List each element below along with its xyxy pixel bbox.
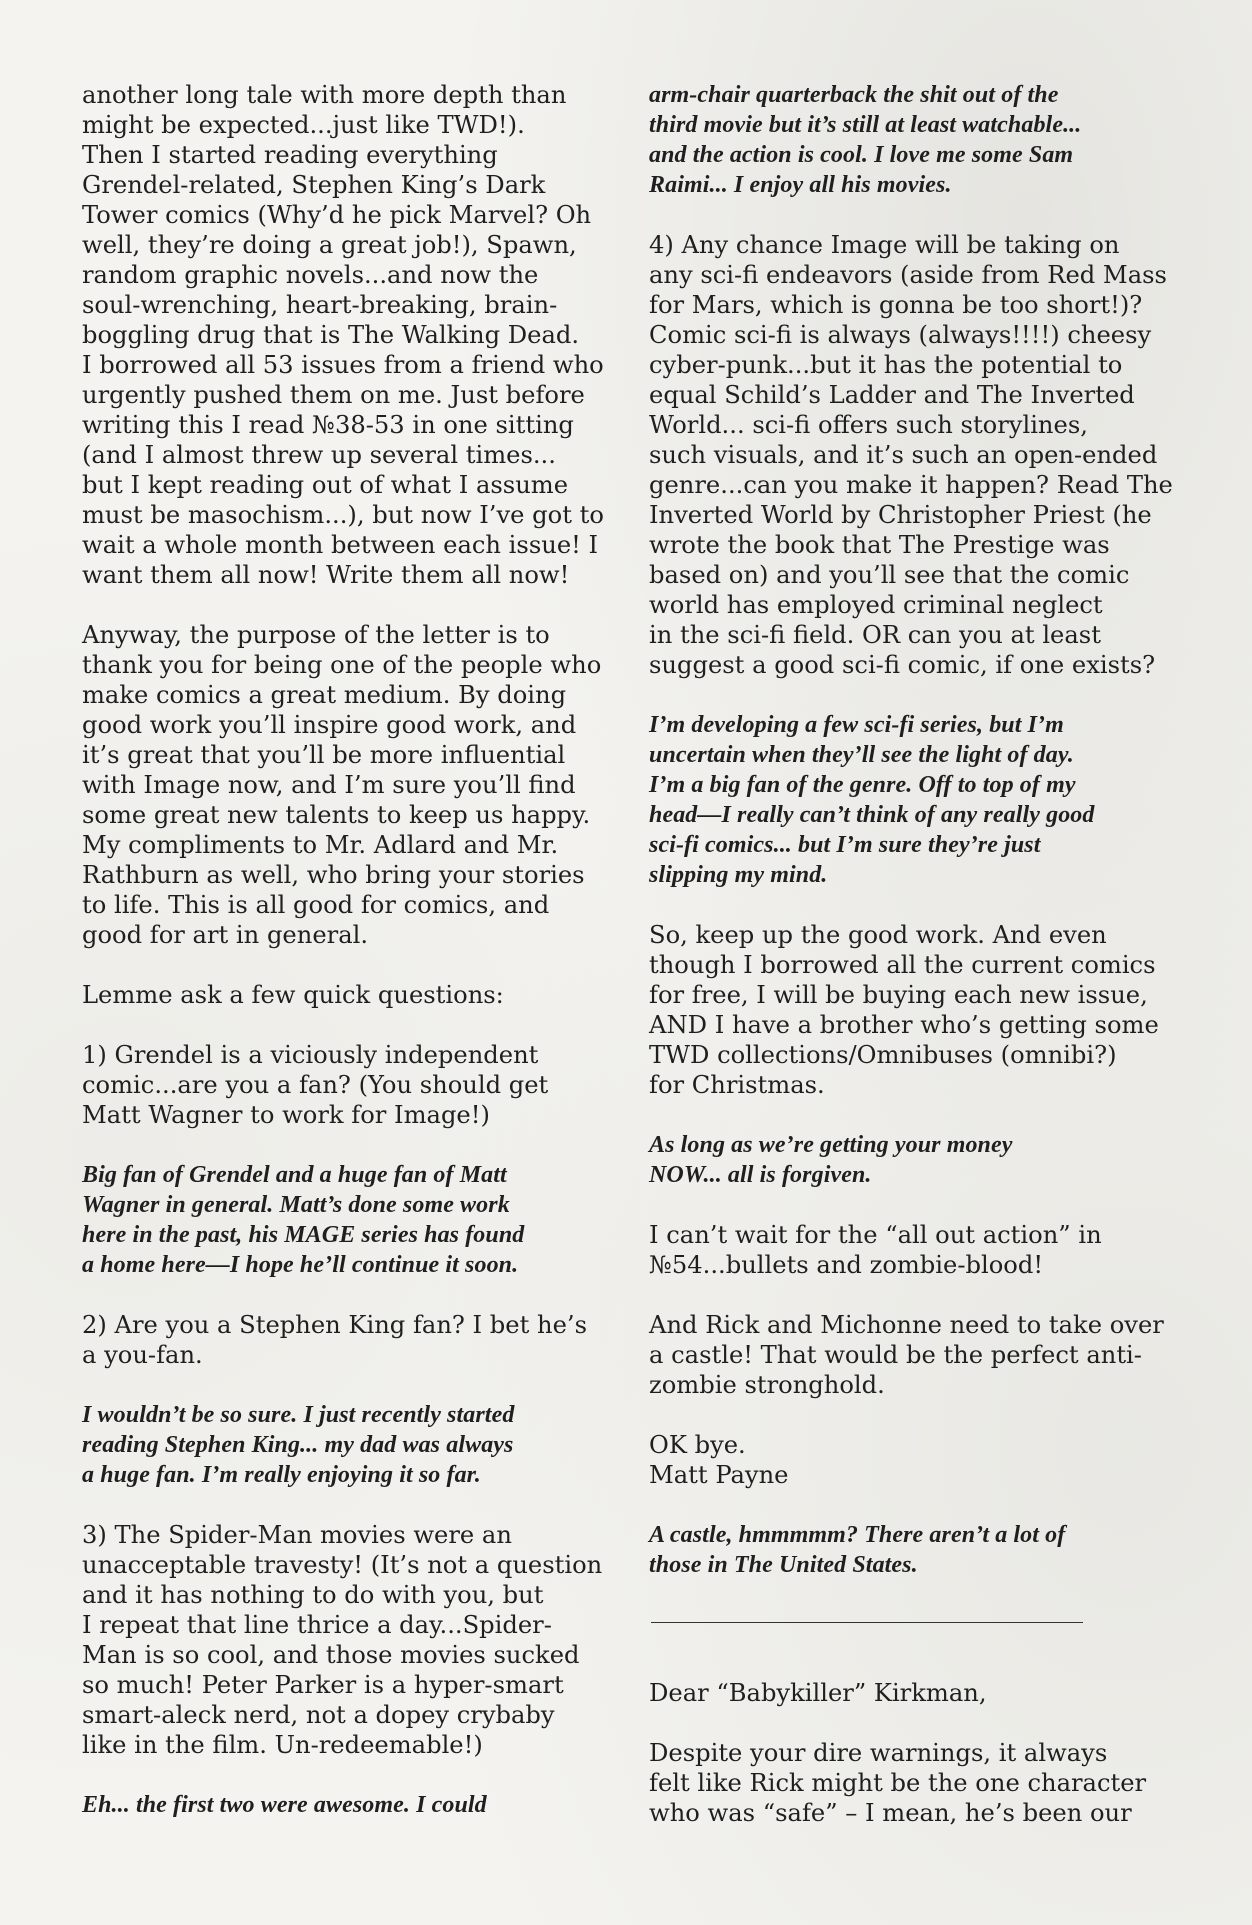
letter-question: 3) The Spider-Man movies were an unacceptable travesty! (It’s not a question and it has nothing to do with you, but I repeat that line thrice a day...Spider- Man is so cool, and those movies sucked so much! Peter Parker is a hyper-smart smart-aleck nerd, not a dopey crybaby like in the film. Un-redeemable!)	[82, 1521, 603, 1759]
letter-paragraph: Lemme ask a few quick questions:	[82, 981, 504, 1009]
right-column	[649, 80, 1194, 1828]
letter-question: 1) Grendel is a viciously independent comic...are you a fan? (You should get Matt Wagner to work for Image!)	[82, 1041, 549, 1129]
letter-question: 2) Are you a Stephen King fan? I bet he’s a you-fan.	[82, 1311, 587, 1369]
letter-paragraph: And Rick and Michonne need to take over a castle! That would be the perfect anti- zombie stronghold.	[649, 1311, 1164, 1399]
left-column	[82, 80, 627, 1820]
editor-reply: I’m developing a few sci-fi series, but I’m uncertain when they’ll see the light of day. I’m a big fan of the genre. Off to top of my head—I really can’t think of any really good sci-fi comics... but I’m sure they’re just slipping my mind.	[649, 712, 1095, 888]
letter-question: 4) Any chance Image will be taking on any sci-fi endeavors (aside from Red Mass for Mars, which is gonna be too short!)? Comic sci-fi is always (always!!!!) cheesy cyber-punk...but it has the potential to equal Schild’s Ladder and The Inverted World... sci-fi offers such storylines, such visuals, and it’s such an open-ended genre...can you make it happen? Read The Inverted World by Christopher Priest (he wrote the book that The Prestige was based on) and you’ll see that the comic world has employed criminal neglect in the sci-fi field. OR can you at least suggest a good sci-fi comic, if one exists?	[649, 231, 1173, 679]
editor-reply: Big fan of Grendel and a huge fan of Matt Wagner in general. Matt’s done some work here in the past, his MAGE series has found a home here—I hope he’ll continue it soon.	[82, 1162, 525, 1278]
letter-divider	[651, 1622, 1083, 1623]
editor-reply: A castle, hmmmmm? There aren’t a lot of those in The United States.	[649, 1522, 1066, 1578]
letter-paragraph: I can’t wait for the “all out action” in №54...bullets and zombie-blood!	[649, 1221, 1102, 1279]
letter-signoff: OK bye. Matt Payne	[649, 1431, 789, 1489]
letter-salutation: Dear “Babykiller” Kirkman,	[649, 1679, 987, 1707]
letter-paragraph: Anyway, the purpose of the letter is to thank you for being one of the people who make comics a great medium. By doing good work you’ll inspire good work, and it’s great that you’ll be more influential with Image now, and I’m sure you’ll find some great new talents to keep us happy. My compliments to Mr. Adlard and Mr. Rathburn as well, who bring your stories to life. This is all good for comics, and good for art in general.	[82, 621, 602, 949]
letter-paragraph: Despite your dire warnings, it always felt like Rick might be the one character who was “safe” – I mean, he’s been our	[649, 1739, 1147, 1827]
editor-reply: arm-chair quarterback the shit out of the third movie but it’s still at least watchable... and the action is cool. I love me some Sam Raimi... I enjoy all his movies.	[649, 82, 1082, 198]
editor-reply: Eh... the first two were awesome. I could	[82, 1792, 487, 1818]
letter-paragraph: So, keep up the good work. And even though I borrowed all the current comics for free, I will be buying each new issue, AND I have a brother who’s getting some TWD collections/Omnibuses (omnibi?) for Christmas.	[649, 921, 1159, 1099]
editor-reply: I wouldn’t be so sure. I just recently started reading Stephen King... my dad was always a huge fan. I’m really enjoying it so far.	[82, 1402, 515, 1488]
editor-reply: As long as we’re getting your money NOW... all is forgiven.	[649, 1132, 1013, 1188]
letter-paragraph: another long tale with more depth than might be expected...just like TWD!). Then I started reading everything Grendel-related, Stephen King’s Dark Tower comics (Why’d he pick Marvel? Oh well, they’re doing a great job!), Spawn, random graphic novels...and now the soul-wrenching, heart-breaking, brain- boggling drug that is The Walking Dead. I borrowed all 53 issues from a friend who urgently pushed them on me. Just before writing this I read №38-53 in one sitting (and I almost threw up several times... but I kept reading out of what I assume must be masochism...), but now I’ve got to wait a whole month between each issue! I want them all now! Write them all now!	[82, 81, 604, 589]
